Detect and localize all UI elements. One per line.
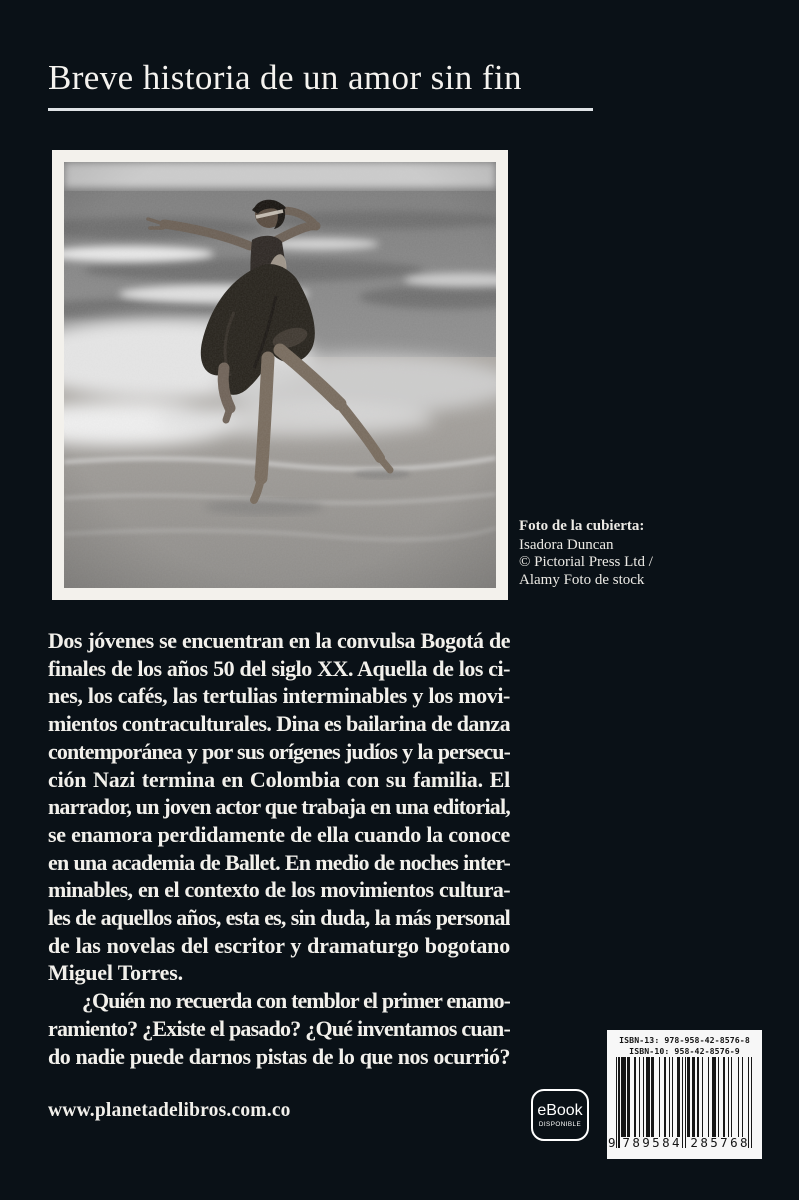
synopsis-line: contemporánea y por sus orígenes judíos y la persecu- bbox=[48, 738, 510, 764]
title-rule bbox=[48, 108, 593, 111]
photo-credit-line: Isadora Duncan bbox=[519, 536, 614, 553]
synopsis-paragraph-1 bbox=[48, 627, 510, 987]
synopsis-line: nes, los cafés, las tertulias interminables y los movi- bbox=[48, 683, 510, 709]
synopsis-line: mientos contraculturales. Dina es bailarina de danza bbox=[48, 711, 510, 737]
barcode-digits bbox=[607, 1135, 762, 1153]
cover-photo-frame bbox=[52, 150, 508, 600]
synopsis-line: narrador, un joven actor que trabaja en una editorial, bbox=[48, 794, 510, 820]
ebook-badge-title: eBook bbox=[537, 1101, 583, 1119]
synopsis-line: ¿Quién no recuerda con temblor el primer enamo- bbox=[82, 988, 510, 1014]
photo-credit-line: Alamy Foto de stock bbox=[519, 571, 645, 588]
isbn-labels bbox=[607, 1030, 762, 1056]
synopsis-line: Miguel Torres. bbox=[48, 960, 183, 986]
synopsis-line: minables, en el contexto de los movimientos cultura- bbox=[48, 877, 510, 903]
vignette bbox=[64, 162, 496, 588]
synopsis-paragraph-2 bbox=[48, 987, 510, 1070]
isbn13-label: ISBN-13: 978-958-42-8576-8 bbox=[619, 1035, 750, 1045]
synopsis-line: do nadie puede darnos pistas de lo que nos ocurrió? bbox=[48, 1043, 510, 1069]
synopsis-line: les de aquellos años, esta es, sin duda, la más personal bbox=[48, 905, 510, 931]
isbn10-label: ISBN-10: 958-42-8576-9 bbox=[629, 1045, 740, 1056]
cover-photo bbox=[64, 162, 496, 588]
photo-credit-line: © Pictorial Press Ltd / bbox=[519, 554, 653, 571]
publisher-website: www.planetadelibros.com.co bbox=[48, 1100, 291, 1121]
synopsis-line: ramiento? ¿Existe el pasado? ¿Qué inventamos cuan- bbox=[48, 1015, 510, 1041]
synopsis-line: finales de los años 50 del siglo XX. Aquella de los ci- bbox=[48, 655, 510, 681]
barcode-digit-group2: 285768 bbox=[690, 1135, 750, 1150]
synopsis-line: se enamora perdidamente de ella cuando la conoce bbox=[48, 821, 510, 847]
barcode-digit-lead: 9 bbox=[608, 1135, 616, 1150]
synopsis bbox=[48, 627, 510, 1070]
photo-credit-heading: Foto de la cubierta: bbox=[519, 518, 645, 534]
book-title: Breve historia de un amor sin fin bbox=[48, 58, 522, 97]
synopsis-line: ción Nazi termina en Colombia con su familia. El bbox=[48, 766, 510, 792]
synopsis-line: de las novelas del escritor y dramaturgo bogotano bbox=[48, 932, 510, 958]
ebook-badge-subtitle: DISPONIBLE bbox=[538, 1120, 582, 1128]
synopsis-line: Dos jóvenes se encuentran en la convulsa Bogotá de bbox=[48, 628, 510, 653]
photo-credit bbox=[519, 518, 739, 589]
synopsis-line: en una academia de Ballet. En medio de noches inter- bbox=[48, 849, 510, 875]
photo-credit-lines bbox=[519, 537, 739, 590]
isbn-barcode-box bbox=[607, 1030, 762, 1159]
ebook-available-badge bbox=[531, 1089, 589, 1141]
barcode-digit-group1: 789584 bbox=[622, 1135, 682, 1150]
